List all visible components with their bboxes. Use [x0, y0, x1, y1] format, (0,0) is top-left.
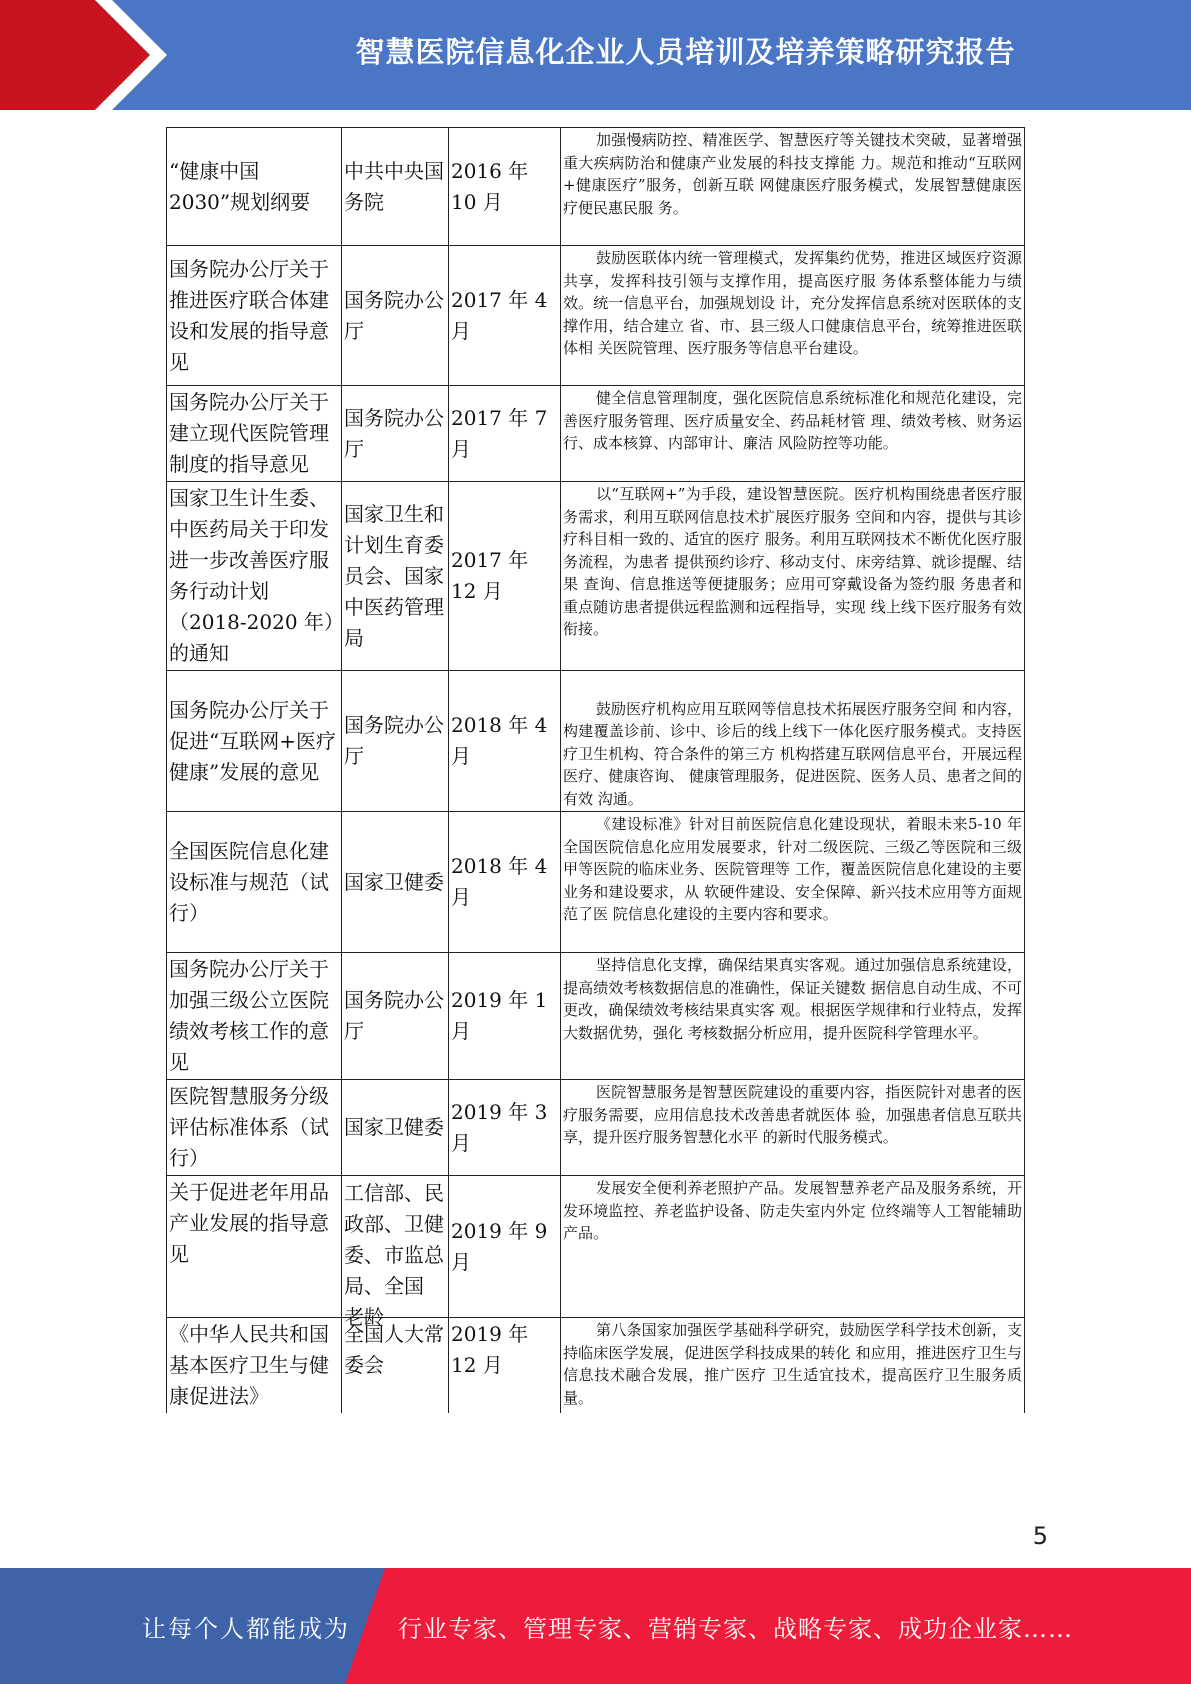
table-row: [167, 671, 1025, 812]
table-row: [167, 1318, 1025, 1414]
table-row: [167, 246, 1025, 386]
table-row: [167, 812, 1025, 953]
table-row: [167, 1080, 1025, 1176]
policy-name: 《中华人民共和国基本医疗卫生与健康促进法》: [167, 1318, 342, 1414]
policy-content: 发展安全便利养老照护产品。发展智慧养老产品及服务系统，开发环境监控、养老监护设备、防走失室内外定 位终端等人工智能辅助产品。: [561, 1176, 1025, 1318]
policy-date: 2016 年 10 月: [449, 128, 561, 246]
policy-issuer: 国务院办公厅: [342, 386, 449, 482]
header-arrow-decoration: [0, 0, 160, 110]
footer-slogan-roles: 行业专家、管理专家、营销专家、战略专家、成功企业家……: [398, 1614, 1073, 1643]
policy-date: 2017 年 7 月: [449, 386, 561, 482]
page-number: 5: [1032, 1522, 1048, 1550]
policy-issuer: 中共中央国务院: [342, 128, 449, 246]
policy-content: 第八条国家加强医学基础科学研究，鼓励医学科学技术创新，支持临床医学发展，促进医学科技成果的转化 和应用，推进医疗卫生与信息技术融合发展，推广医疗 卫生适宜技术，提高医疗卫生服务质量。: [561, 1318, 1025, 1414]
policy-date: 2019 年 1 月: [449, 953, 561, 1080]
policy-content: 鼓励医疗机构应用互联网等信息技术拓展医疗服务空间 和内容，构建覆盖诊前、诊中、诊后的线上线下一体化医疗服务模式。支持医疗卫生机构、符合条件的第三方 机构搭建互联网信息平台，开展远程医疗、健康咨询、 健康管理服务，促进医院、医务人员、患者之间的有效 沟通。: [561, 671, 1025, 812]
table-row: [167, 1176, 1025, 1318]
report-title: 智慧医院信息化企业人员培训及培养策略研究报告: [355, 34, 1016, 69]
policy-name: 国务院办公厅关于促进“互联网+医疗健康”发展的意见: [167, 671, 342, 812]
table-row: [167, 953, 1025, 1080]
policy-issuer: 国务院办公厅: [342, 953, 449, 1080]
policy-content: 坚持信息化支撑，确保结果真实客观。通过加强信息系统建设，提高绩效考核数据信息的准确性，保证关键数 据信息自动生成、不可更改，确保绩效考核结果真实客 观。根据医学规律和行业特点，发挥大数据优势，强化 考核数据分析应用，提升医院科学管理水平。: [561, 953, 1025, 1080]
policy-date: 2019 年 9 月: [449, 1176, 561, 1318]
policy-issuer: [342, 1176, 449, 1329]
policy-content: 以“互联网+”为手段，建设智慧医院。医疗机构围绕患者医疗服务需求，利用互联网信息技术扩展医疗服务 空间和内容，提供与其诊疗科目相一致的、适宜的医疗 服务。利用互联网技术不断优化医疗服务流程，为患者 提供预约诊疗、移动支付、床旁结算、就诊提醒、结果 查询、信息推送等便捷服务；应用可穿戴设备为签约服 务患者和重点随访患者提供远程监测和远程指导，实现 线上线下医疗服务有效衔接。: [561, 482, 1025, 671]
page-footer: [0, 1568, 1191, 1684]
policy-issuer: 全国人大常委会: [342, 1318, 449, 1414]
policy-content: 医院智慧服务是智慧医院建设的重要内容，指医院针对患者的医疗服务需要，应用信息技术改善患者就医体 验，加强患者信息互联共享，提升医疗服务智慧化水平 的新时代服务模式。: [561, 1080, 1025, 1176]
policy-name: 国务院办公厅关于建立现代医院管理制度的指导意见: [167, 386, 342, 482]
page-header: [0, 0, 1191, 110]
policy-name: “健康中国 2030”规划纲要: [167, 128, 342, 246]
footer-slogan-lead: 让每个人都能成为: [142, 1614, 350, 1643]
policy-name: 国务院办公厅关于推进医疗联合体建设和发展的指导意见: [167, 246, 342, 386]
table-row: [167, 482, 1025, 671]
policy-content: 鼓励医联体内统一管理模式，发挥集约优势，推进区域医疗资源共享，发挥科技引领与支撑作用，提高医疗服 务体系整体能力与绩效。统一信息平台，加强规划设 计，充分发挥信息系统对医联体的支撑作用，结合建立 省、市、县三级人口健康信息平台，统筹推进医联体相 关医院管理、医疗服务等信息平台建设。: [561, 246, 1025, 386]
policy-date: 2018 年 4 月: [449, 812, 561, 953]
policy-date: 2019 年 12 月: [449, 1318, 561, 1414]
policy-content: 加强慢病防控、精准医学、智慧医疗等关键技术突破，显著增强重大疾病防治和健康产业发展的科技支撑能 力。规范和推动“互联网+健康医疗”服务，创新互联 网健康医疗服务模式，发展智慧健康医疗便民惠民服 务。: [561, 128, 1025, 246]
policy-date: 2017 年 4 月: [449, 246, 561, 386]
policy-date: 2017 年 12 月: [449, 482, 561, 671]
table-row: [167, 386, 1025, 482]
policy-issuer: 国务院办公厅: [342, 671, 449, 812]
policy-name: 国家卫生计生委、中医药局关于印发进一步改善医疗服务行动计划（2018-2020 年）的通知: [167, 482, 342, 671]
policy-issuer: 国家卫健委: [342, 1080, 449, 1176]
policy-date: 2019 年 3 月: [449, 1080, 561, 1176]
policy-issuer: 国务院办公厅: [342, 246, 449, 386]
policy-name: 关于促进老年用品产业发展的指导意见: [167, 1176, 342, 1318]
table-row: [167, 128, 1025, 246]
policy-content: 《建设标准》针对目前医院信息化建设现状，着眼未来5-10 年全国医院信息化应用发展要求，针对二级医院、三级乙等医院和三级甲等医院的临床业务、医院管理等 工作，覆盖医院信息化建设的主要业务和建设要求，从 软硬件建设、安全保障、新兴技术应用等方面规范了医 院信息化建设的主要内容和要求。: [561, 812, 1025, 953]
policy-name: 医院智慧服务分级评估标准体系（试行）: [167, 1080, 342, 1176]
policy-content: 健全信息管理制度，强化医院信息系统标准化和规范化建设，完善医疗服务管理、医疗质量安全、药品耗材管 理、绩效考核、财务运行、成本核算、内部审计、廉洁 风险防控等功能。: [561, 386, 1025, 482]
policy-name: 全国医院信息化建设标准与规范（试行）: [167, 812, 342, 953]
policy-name: 国务院办公厅关于加强三级公立医院绩效考核工作的意见: [167, 953, 342, 1080]
policy-issuer-clipped: 工信部、民政部、卫健委、市监总 局、全国 老龄: [344, 1181, 444, 1329]
policy-date: 2018 年 4 月: [449, 671, 561, 812]
policy-issuer: 国家卫生和计划生育委员会、国家中医药管理局: [342, 482, 449, 671]
policy-table: [166, 127, 1025, 1413]
policy-issuer: 国家卫健委: [342, 812, 449, 953]
